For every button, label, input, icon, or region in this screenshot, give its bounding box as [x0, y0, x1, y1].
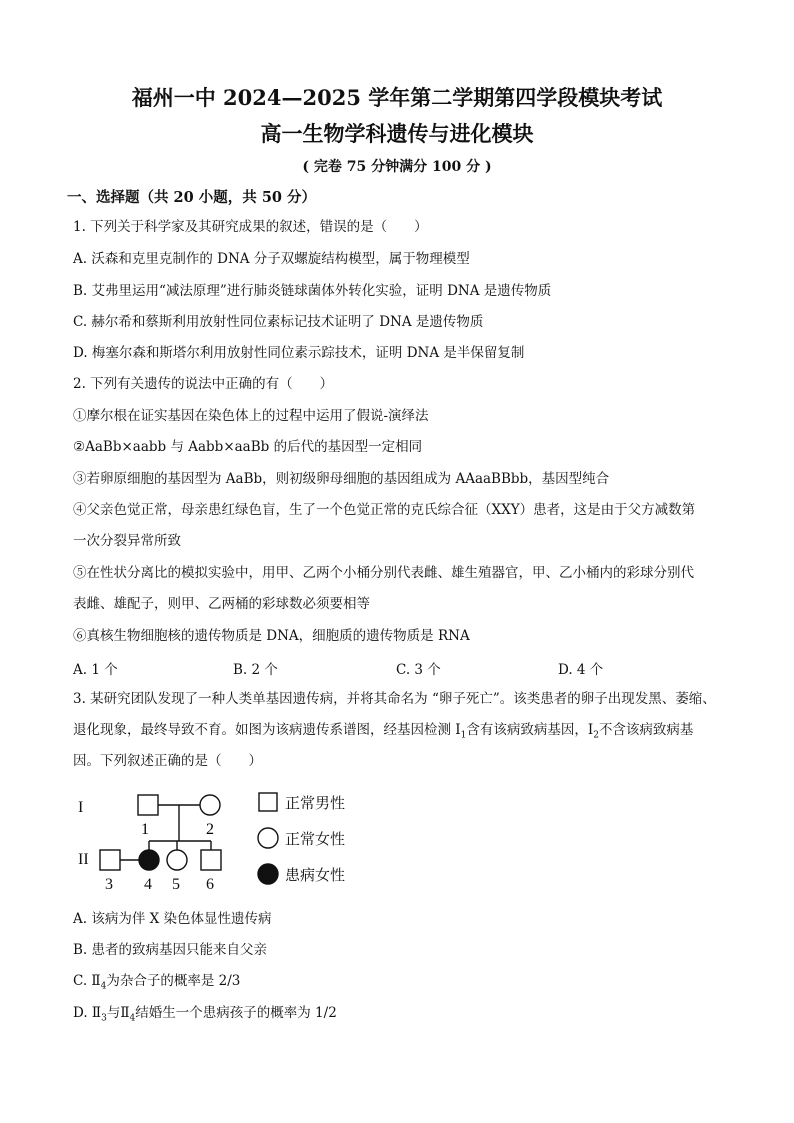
- q3-stem-line2: [73, 721, 693, 745]
- q3-stem-sub1: 1: [460, 730, 467, 741]
- q3-option-d-c: 结婚生一个患病孩子的概率为 1/2: [135, 1005, 337, 1021]
- q2-item-5-cont: 表雌、雄配子，则甲、乙两桶的彩球数必须要相等: [73, 596, 370, 612]
- q2-item-4: ④父亲色觉正常，母亲患红绿色盲，生了一个色觉正常的克氏综合征（XXY）患者，这是由于父方减数第: [73, 502, 696, 518]
- q3-option-c-b: 为杂合子的概率是 2/3: [106, 973, 241, 989]
- legend-normal-female-icon: [258, 828, 278, 848]
- q2-stem: 2. 下列有关遗传的说法中正确的有（ ）: [73, 376, 334, 392]
- q3-option-d-b: 与Ⅱ: [106, 1005, 130, 1021]
- legend-affected-female: 患病女性: [285, 866, 346, 884]
- q1-option-d: D. 梅塞尔森和斯塔尔利用放射性同位素示踪技术，证明 DNA 是半保留复制: [73, 345, 525, 361]
- legend-normal-male-icon: [259, 793, 277, 811]
- q3-option-c-a: C. Ⅱ: [73, 973, 101, 989]
- q3-option-d-sub2: 4: [129, 1013, 136, 1024]
- generation-1-label: I: [78, 799, 84, 816]
- q3-option-b: B. 患者的致病基因只能来自父亲: [73, 942, 268, 958]
- q2-item-6: ⑥真核生物细胞核的遗传物质是 DNA，细胞质的遗传物质是 RNA: [73, 628, 470, 644]
- generation-2-label: II: [78, 851, 89, 868]
- q3-option-d-sub1: 3: [101, 1013, 107, 1024]
- q2-item-4-cont: 一次分裂异常所致: [73, 533, 181, 549]
- q1-stem: 1. 下列关于科学家及其研究成果的叙述，错误的是（ ）: [73, 219, 428, 235]
- q3-stem-line2-a: 退化现象，最终导致不育。如图为该病遗传系谱图，经基因检测 I: [73, 722, 461, 738]
- pedigree-chart: [66, 782, 366, 902]
- exam-info: ( 完卷 75 分钟满分 100 分 ): [302, 159, 492, 175]
- individual-II5-female: [167, 850, 187, 870]
- q3-stem-line1: 3. 某研究团队发现了一种人类单基因遗传病，并将其命名为 “卵子死亡”。该类患者的卵子出现发黑、萎缩、: [73, 691, 716, 707]
- q2-option-c: C. 3 个: [396, 662, 441, 678]
- q2-option-a: A. 1 个: [73, 662, 118, 678]
- individual-II3-male: [100, 850, 120, 870]
- legend-affected-female-icon: [258, 864, 278, 884]
- q2-item-3: ③若卵原细胞的基因型为 AaBb，则初级卵母细胞的基因组成为 AAaaBBbb，基因型纯合: [73, 471, 610, 487]
- q2-item-1: ①摩尔根在证实基因在染色体上的过程中运用了假说-演绎法: [73, 408, 429, 424]
- section-title: 一、选择题（共 20 小题，共 50 分）: [67, 189, 317, 206]
- q2-item-2: ②AaBb×aabb 与 Aabb×aaBb 的后代的基因型一定相同: [73, 439, 423, 455]
- q1-option-a: A. 沃森和克里克制作的 DNA 分子双螺旋结构模型，属于物理模型: [73, 251, 470, 267]
- legend-normal-male: 正常男性: [285, 794, 346, 812]
- q3-stem-sub2: 2: [593, 730, 599, 741]
- q3-option-c-sub: 4: [100, 981, 107, 992]
- number-3: 3: [105, 876, 113, 893]
- q2-item-5: ⑤在性状分离比的模拟实验中，用甲、乙两个小桶分别代表雌、雄生殖器官，甲、乙小桶内的彩球分别代: [73, 565, 694, 581]
- number-5: 5: [172, 876, 180, 893]
- exam-title: 福州一中 2024—2025 学年第二学期第四学段模块考试: [131, 85, 663, 110]
- individual-II4-affected-female: [139, 850, 159, 870]
- q1-option-c: C. 赫尔希和蔡斯利用放射性同位素标记技术证明了 DNA 是遗传物质: [73, 314, 484, 330]
- individual-II6-male: [201, 850, 221, 870]
- legend-normal-female: 正常女性: [285, 830, 346, 848]
- q2-option-b: B. 2 个: [233, 662, 278, 678]
- individual-I1-male: [138, 795, 158, 815]
- individual-I2-female: [200, 795, 220, 815]
- number-2: 2: [206, 821, 214, 838]
- q3-stem-line3: 因。下列叙述正确的是（ ）: [73, 753, 262, 769]
- number-6: 6: [206, 876, 214, 893]
- number-4: 4: [144, 876, 152, 893]
- number-1: 1: [141, 821, 149, 838]
- q2-option-d: D. 4 个: [558, 662, 604, 678]
- exam-subtitle: 高一生物学科遗传与进化模块: [260, 121, 534, 146]
- q3-option-d-a: D. Ⅱ: [73, 1005, 102, 1021]
- q1-option-b: B. 艾弗里运用“减法原理”进行肺炎链球菌体外转化实验，证明 DNA 是遗传物质: [73, 283, 552, 299]
- q3-stem-line2-b: 含有该病致病基因，I: [466, 722, 594, 738]
- q3-option-d: [73, 1004, 337, 1028]
- q3-option-c: [73, 972, 240, 996]
- q3-option-a: A. 该病为伴 X 染色体显性遗传病: [73, 911, 272, 927]
- q3-stem-line2-c: 不含该病致病基: [598, 722, 694, 738]
